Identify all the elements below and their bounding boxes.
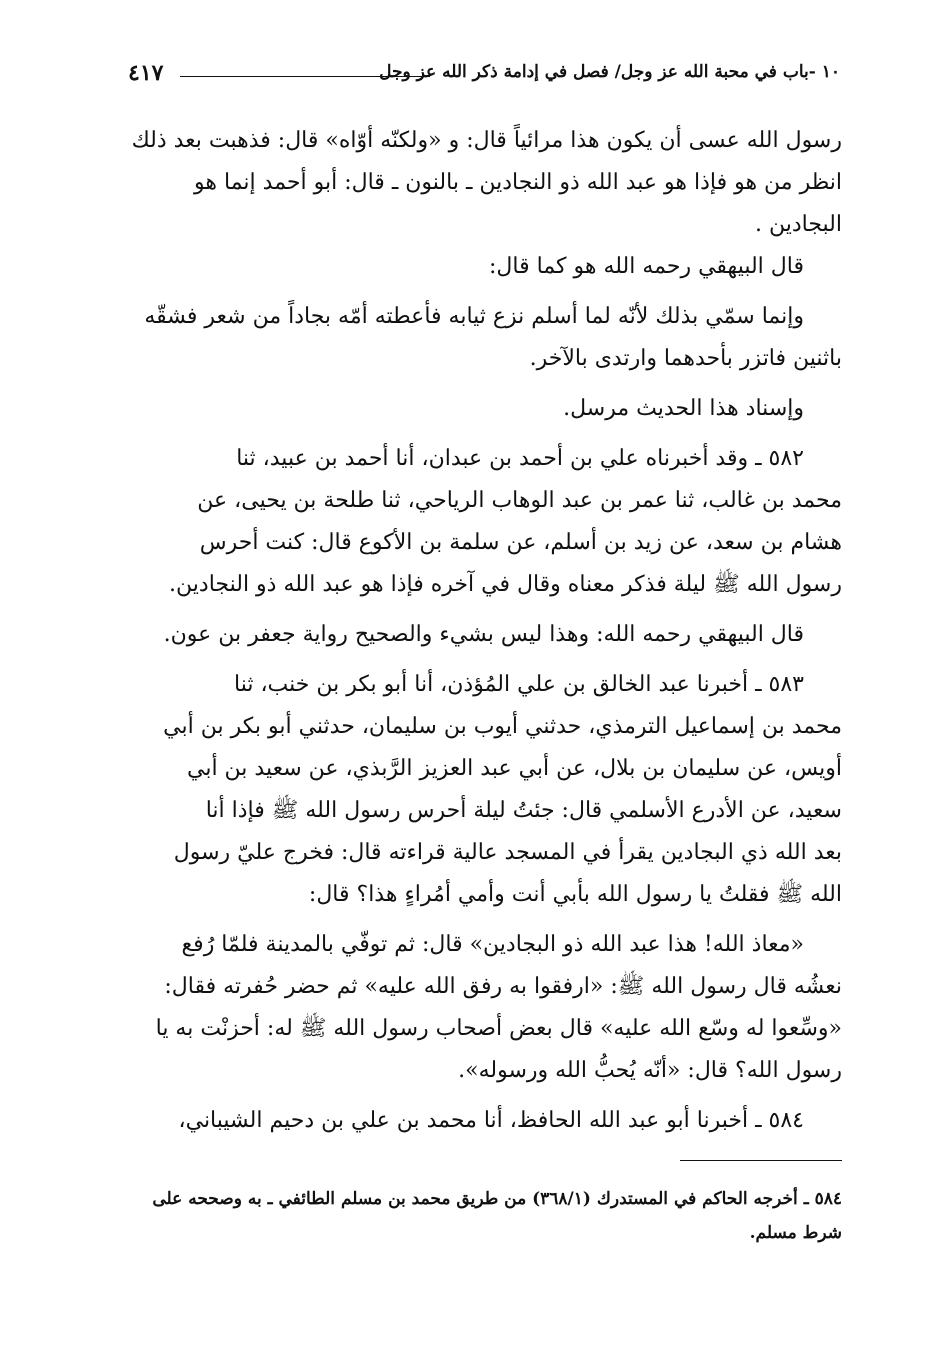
text-line: رسول الله عسى أن يكون هذا مرائياً قال: و «ولكنّه أوّاه» قال: فذهبت بعد ذلك	[131, 128, 842, 153]
text-line: «معاذ الله! هذا عبد الله ذو البجادين» قال: ثم توفّي بالمدينة فلمّا رُفع	[181, 932, 804, 957]
text-line: سعيد، عن الأدرع الأسلمي قال: جئتُ ليلة أحرس رسول الله ﷺ فإذا أنا	[205, 798, 842, 823]
text-line: محمد بن غالب، ثنا عمر بن عبد الوهاب الرياحي، ثنا طلحة بن يحيى، عن	[197, 488, 842, 513]
text-line: انظر من هو فإذا هو عبد الله ذو النجادين ـ بالنون ـ قال: أبو أحمد إنما هو	[194, 170, 842, 195]
footnote-rule	[680, 1160, 842, 1161]
text-line: باثنين فاتزر بأحدهما وارتدى بالآخر.	[529, 346, 842, 371]
footnote-line: ٥٨٤ ـ أخرجه الحاكم في المستدرك (٣٦٨/١) من طريق محمد بن مسلم الطائفي ـ به وصححه على	[152, 1189, 842, 1209]
footnote-line: شرط مسلم.	[749, 1223, 842, 1243]
text-line: وإسناد هذا الحديث مرسل.	[563, 396, 804, 421]
footnote	[130, 1182, 842, 1250]
text-line: قال البيهقي رحمه الله هو كما قال:	[489, 254, 804, 279]
header-rule	[180, 76, 430, 77]
text-line: هشام بن سعد، عن زيد بن أسلم، عن سلمة بن الأكوع قال: كنت أحرس	[199, 530, 842, 555]
main-text	[130, 120, 842, 1142]
text-line: أويس، عن سليمان بن بلال، عن أبي عبد العزيز الرَّبذي، عن سعيد بن أبي	[186, 756, 842, 781]
text-line: نعشُه قال رسول الله ﷺ: «ارفقوا به رفق الله عليه» ثم حضر حُفرته فقال:	[164, 974, 842, 999]
page-number: ٤١٧	[128, 60, 164, 86]
text-line: بعد الله ذي البجادين يقرأ في المسجد عالية قراءته قال: فخرج عليّ رسول	[173, 840, 842, 865]
text-line: «وسِّعوا له وسّع الله عليه» قال بعض أصحاب رسول الله ﷺ له: أحزنْت به يا	[155, 1016, 842, 1041]
text-line: قال البيهقي رحمه الله: وهذا ليس بشيء والصحيح رواية جعفر بن عون.	[163, 622, 804, 647]
text-line: الله ﷺ فقلتُ يا رسول الله بأبي أنت وأمي أمُراءٍ هذا؟ قال:	[308, 882, 842, 907]
hadith-584-line: ٥٨٤ ـ أخبرنا أبو عبد الله الحافظ، أنا محمد بن علي بن دحيم الشيباني،	[178, 1108, 804, 1133]
hadith-583-line: ٥٨٣ ـ أخبرنا عبد الخالق بن علي المُؤذن، أنا أبو بكر بن خنب، ثنا	[233, 672, 804, 697]
text-line: البجادين .	[754, 212, 842, 237]
chapter-title: ١٠ -باب في محبة الله عز وجل/ فصل في إدامة ذكر الله عز وجل	[379, 62, 840, 82]
text-line: رسول الله؟ قال: «أنّه يُحبُّ الله ورسوله».	[458, 1058, 842, 1083]
hadith-582-line: ٥٨٢ ـ وقد أخبرناه علي بن أحمد بن عبدان، أنا أحمد بن عبيد، ثنا	[236, 446, 804, 471]
running-header	[128, 60, 840, 96]
text-line: محمد بن إسماعيل الترمذي، حدثني أيوب بن سليمان، حدثني أبو بكر بن أبي	[163, 714, 842, 739]
text-line: وإنما سمّي بذلك لأنّه لما أسلم نزع ثيابه فأعطته أمّه بجاداً من شعر فشقّه	[144, 304, 804, 329]
text-line: رسول الله ﷺ ليلة فذكر معناه وقال في آخره فإذا هو عبد الله ذو النجادين.	[169, 572, 842, 597]
